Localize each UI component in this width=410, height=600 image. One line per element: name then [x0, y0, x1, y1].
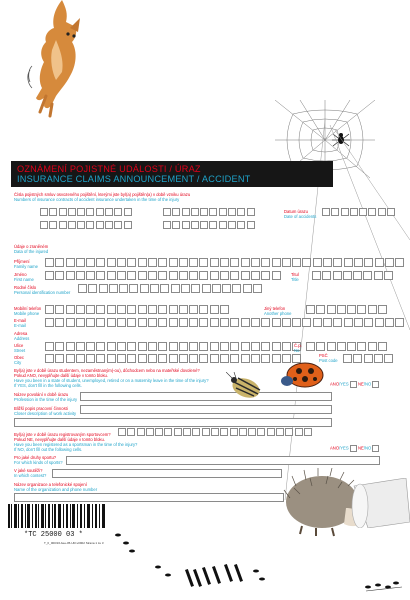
city-boxes[interactable]	[45, 354, 301, 363]
injured-label-en: Data of the injured	[14, 249, 49, 254]
email-boxes[interactable]	[45, 318, 404, 327]
date-label-cz: Datum úrazu	[284, 209, 308, 214]
work-desc-label-cz: Bližší popis pracovní činnosti	[14, 406, 68, 411]
rc-label-cz: Rodné číslo	[14, 285, 37, 290]
number-boxes[interactable]	[306, 342, 387, 351]
zip-label-cz: PSČ	[319, 353, 328, 358]
date-label-en: Date of accidents	[284, 214, 317, 219]
email-label-en: E-mail	[14, 323, 26, 328]
work-yes-no: ANO/YES NE/NO	[330, 381, 379, 388]
contract-2-row2[interactable]	[163, 221, 255, 229]
city-label-cz: Obec	[14, 355, 25, 360]
rc-label-en: Personal identification number	[14, 290, 71, 295]
sport-yes-checkbox[interactable]	[350, 445, 357, 452]
sport-boxes[interactable]	[118, 428, 312, 436]
firstname-label-cz: Jméno	[14, 272, 27, 277]
sport-question-cz: Byl(a) jste v době úrazu registrovaným sportovcem?	[14, 432, 111, 437]
surname-label-en: Family name	[14, 264, 38, 269]
work-no-checkbox[interactable]	[372, 381, 379, 388]
form-code: T_II_000/16-bee-05-UR-v0902 Strana 1 ze 3	[44, 541, 104, 545]
street-boxes[interactable]	[45, 342, 301, 351]
barcode-text: *TC 25000 03 *	[24, 531, 83, 539]
sport-kind-label-cz: Pro jaké druhy sportu?	[14, 455, 57, 460]
address-label-cz: Adresa	[14, 331, 28, 336]
firstname-boxes[interactable]	[45, 271, 281, 280]
sport-yes-no: ANO/YES NE/NO	[330, 445, 379, 452]
street-label-cz: Ulice	[14, 343, 24, 348]
zip-label-en: Post code	[319, 358, 338, 363]
sport-no-checkbox[interactable]	[372, 445, 379, 452]
org-label-cz: Název organizace a telefonické spojení	[14, 482, 87, 487]
title-en: INSURANCE CLAIMS ANNOUNCEMENT / ACCIDENT	[17, 174, 251, 184]
title-label-cz: Titul	[291, 272, 299, 277]
sport-kind-label-en: For which kinds of sports?	[14, 460, 63, 465]
org-input[interactable]	[14, 493, 284, 502]
form-header	[11, 161, 333, 187]
work-desc-input-2[interactable]	[14, 418, 332, 427]
date-boxes[interactable]	[322, 208, 395, 216]
ladybird-illustration	[281, 357, 327, 391]
sport-question-cz2: Pokud NE, nevyplňujte další údaje v tomto bloku.	[14, 437, 106, 442]
profession-input[interactable]	[80, 392, 332, 401]
mobile-label-cz: Mobilní telefon	[14, 306, 42, 311]
contracts-label-en: Numbers of insurance contracts of accident insurance undertaken in the time of the injury	[14, 197, 180, 202]
work-question-en2: If YES, don't fill in the following cells.	[14, 383, 82, 388]
number-label-cz: Č.p.	[294, 343, 302, 348]
work-desc-label-en: Closer description of work activity	[14, 411, 77, 416]
phone-label-cz: Jiný telefon	[264, 306, 286, 311]
city-label-en: City	[14, 360, 22, 365]
beetle-illustration	[226, 372, 266, 402]
sport-level-label-en: In which contest?	[14, 473, 47, 478]
sport-level-label-cz: V jaké soutěži?	[14, 468, 43, 473]
street-label-en: Street	[14, 348, 26, 353]
sport-level-input[interactable]	[52, 469, 282, 478]
title-boxes[interactable]	[312, 271, 393, 280]
work-question-en: Have you been in a state of student, unemployed, retired or on a maternity leave in the time of the injury?	[14, 378, 209, 383]
title-cz: OZNÁMENÍ POJISTNÉ UDÁLOSTI / ÚRAZ	[17, 164, 201, 174]
mobile-boxes[interactable]	[45, 305, 229, 314]
contracts-label-cz: Čísla pojistných smluv osvozeného pojištění, kterými jste byl(a) pojištěn(a) v době vzniku úrazu	[14, 192, 191, 197]
surname-label-cz: Příjmení	[14, 259, 30, 264]
profession-label-en: Profession in the time of the injury	[14, 397, 78, 402]
sport-question-en: Have you been registered as a sportsman in the time of the injury?	[14, 442, 138, 447]
email-label-cz: E-mail	[14, 318, 26, 323]
mobile-label-en: Mobile phone	[14, 311, 40, 316]
firstname-label-en: First name	[14, 277, 34, 282]
contract-2-row1[interactable]	[163, 208, 255, 216]
profession-label-cz: Název povolání v době úrazu	[14, 392, 69, 397]
phone-label-en: Another phone	[264, 311, 292, 316]
address-label-en: Address	[14, 336, 30, 341]
sport-kind-input[interactable]	[66, 456, 380, 465]
rc-boxes[interactable]	[78, 284, 262, 293]
title-label-en: Title	[291, 277, 299, 282]
work-yes-checkbox[interactable]	[350, 381, 357, 388]
work-question-cz2: Pokud ANO, nevyplňujte další údaje v tomto bloku.	[14, 373, 109, 378]
contract-1-row2[interactable]	[40, 221, 132, 229]
zip-boxes[interactable]	[343, 354, 393, 363]
work-question-cz: Byl(a) jste v době úrazu studentem, nezaměstnaným(-ou), důchodcem nebo na mateřské dovolené?	[14, 368, 200, 373]
surname-boxes[interactable]	[45, 258, 404, 267]
contract-1-row1[interactable]	[40, 208, 132, 216]
phone-boxes[interactable]	[306, 305, 387, 314]
number-label-en: No.	[294, 348, 301, 353]
injured-label-cz: Údaje o zraněném	[14, 244, 49, 249]
org-label-en: Name of the organization and phone number	[14, 487, 98, 492]
ants-illustration	[0, 515, 410, 595]
sport-question-en2: If NO, don't fill out the following cells.	[14, 447, 83, 452]
work-desc-input-1[interactable]	[80, 405, 332, 414]
